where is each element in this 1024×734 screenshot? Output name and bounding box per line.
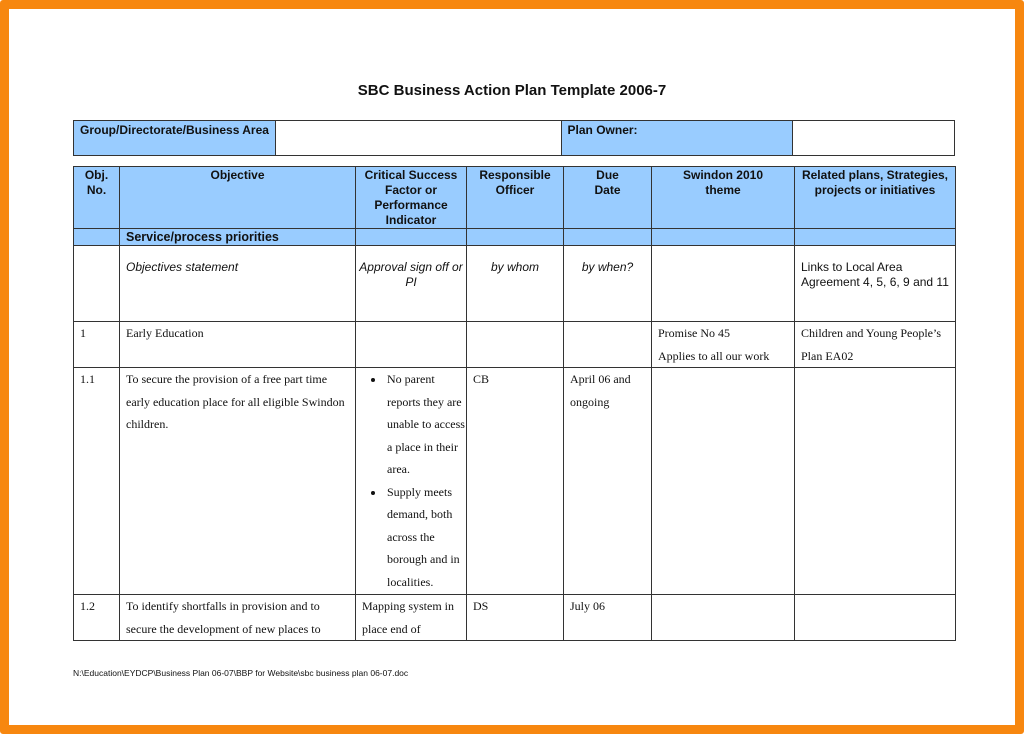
csf-bullet: • No parent reports they are unable to access a place in their area.: [385, 368, 466, 481]
header-obj-no: Obj. No.: [74, 167, 120, 229]
row-number: 1.2: [74, 595, 120, 641]
document-title: SBC Business Action Plan Template 2006-7: [357, 82, 667, 99]
table-row: [74, 368, 956, 595]
row-due: April 06 and ongoing: [564, 368, 652, 595]
header-theme: Swindon 2010 theme: [652, 167, 795, 229]
info-table: [73, 120, 955, 156]
row-number: 1.1: [74, 368, 120, 595]
plan-owner-label: Plan Owner:: [561, 121, 793, 156]
section-label: Service/process priorities: [120, 229, 356, 246]
row-objective: To secure the provision of a free part time early education place for all eligible Swindon children.: [120, 368, 356, 595]
row-due: July 06: [564, 595, 652, 641]
group-value: [275, 121, 561, 156]
header-related: Related plans, Strategies, projects or initiatives: [795, 167, 956, 229]
section-row: [74, 229, 956, 246]
row-csf: Mapping system in place end of: [356, 595, 467, 641]
table-row: [74, 595, 956, 641]
guide-officer: by whom: [467, 246, 564, 322]
row-objective: To identify shortfalls in provision and to secure the development of new places to: [120, 595, 356, 641]
row-csf: [356, 368, 467, 595]
row-objective: Early Education: [120, 322, 356, 368]
header-objective: Objective: [120, 167, 356, 229]
file-path-footer: N:\Education\EYDCP\Business Plan 06-07\BBP for Website\sbc business plan 06-07.doc: [73, 668, 409, 678]
guide-related: Links to Local Area Agreement 4, 5, 6, 9 and 11: [795, 246, 956, 322]
plan-owner-value: [793, 121, 955, 156]
header-due-date: Due Date: [564, 167, 652, 229]
action-plan-table: [73, 166, 956, 641]
row-officer: CB: [467, 368, 564, 595]
header-csf: Critical Success Factor or Performance Indicator: [356, 167, 467, 229]
header-row: [74, 167, 956, 229]
row-officer: DS: [467, 595, 564, 641]
row-number: 1: [74, 322, 120, 368]
table-row: [74, 322, 956, 368]
guide-due: by when?: [564, 246, 652, 322]
header-officer: Responsible Officer: [467, 167, 564, 229]
guide-objective: Objectives statement: [120, 246, 356, 322]
guide-csf: Approval sign off or PI: [356, 246, 467, 322]
group-label: Group/Directorate/Business Area: [74, 121, 276, 156]
csf-bullet: • Supply meets demand, both across the borough and in localities.: [385, 481, 466, 594]
guide-row: [74, 246, 956, 322]
row-theme: Promise No 45 Applies to all our work: [652, 322, 795, 368]
row-related: Children and Young People’s Plan EA02: [795, 322, 956, 368]
